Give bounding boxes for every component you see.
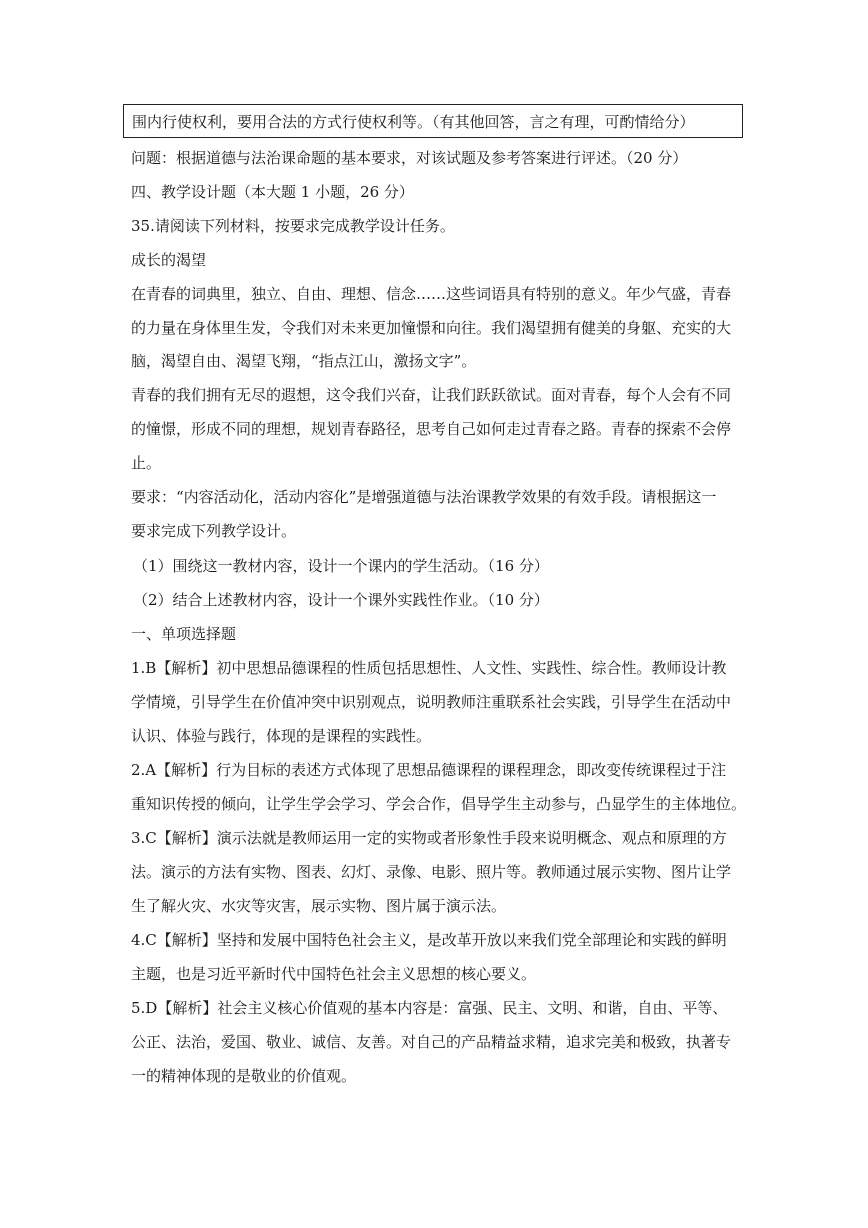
answer-line: 5.D【解析】社会主义核心价值观的基本内容是：富强、民主、文明、和谐，自由、平等、 [131,999,728,1017]
answer-line: 认识、体验与践行，体现的是课程的实践性。 [131,727,432,745]
task-2: （2）结合上述教材内容，设计一个课外实践性作业。（10 分） [133,591,549,609]
answer-line: 重知识传授的倾向，让学生学会学习、学会合作，倡导学生主动参与，凸显学生的主体地位。 [131,795,747,813]
answer-line: 2.A【解析】行为目标的表述方式体现了思想品德课程的课程理念，即改变传统课程过于注 [131,761,727,779]
answer-box-line: 围内行使权利，要用合法的方式行使权利等。（有其他回答，言之有理，可酌情给分） [123,104,743,138]
answer-line: 主题，也是习近平新时代中国特色社会主义思想的核心要义。 [131,965,537,983]
material-line: 止。 [131,454,162,472]
task-1: （1）围绕这一教材内容，设计一个课内的学生活动。（16 分） [133,557,549,575]
answer-line: 3.C【解析】演示法就是教师运用一定的实物或者形象性手段来说明概念、观点和原理的方 [131,829,727,847]
question-line: 问题：根据道德与法治课命题的基本要求，对该试题及参考答案进行评述。（20 分） [131,149,688,167]
section-heading: 四、教学设计题（本大题 1 小题，26 分） [131,183,414,201]
answer-section-heading: 一、单项选择题 [131,625,237,643]
answer-line: 学情境，引导学生在价值冲突中识别观点，说明教师注重联系社会实践，引导学生在活动中 [131,693,732,711]
answer-line: 公正、法治，爱国、敬业、诚信、友善。对自己的产品精益求精，追求完美和极致，执著专 [131,1033,732,1051]
material-line: 青春的我们拥有无尽的遐想，这令我们兴奋，让我们跃跃欲试。面对青春，每个人会有不同 [131,386,732,404]
answer-line: 生了解火灾、水灾等灾害，展示实物、图片属于演示法。 [131,897,507,915]
answer-line: 1.B【解析】初中思想品德课程的性质包括思想性、人文性、实践性、综合性。教师设计教 [131,659,727,677]
material-line: 在青春的词典里，独立、自由、理想、信念……这些词语具有特别的意义。年少气盛，青春 [131,285,732,303]
material-line: 的憧憬，形成不同的理想，规划青春路径，思考自己如何走过青春之路。青春的探索不会停 [131,420,732,438]
answer-line: 4.C【解析】坚持和发展中国特色社会主义，是改革开放以来我们党全部理论和实践的鲜明 [131,931,727,949]
answer-line: 法。演示的方法有实物、图表、幻灯、录像、电影、照片等。教师通过展示实物、图片让学 [131,863,732,881]
question-35: 35.请阅读下列材料，按要求完成教学设计任务。 [131,217,455,235]
answer-line: 一的精神体现的是敬业的价值观。 [131,1067,357,1085]
requirement-line: 要求：“内容活动化，活动内容化”是增强道德与法治课教学效果的有效手段。请根据这一 [131,488,717,506]
material-line: 的力量在身体里生发，令我们对未来更加憧憬和向往。我们渴望拥有健美的身躯、充实的大 [131,319,732,337]
material-line: 脑，渴望自由、渴望飞翔，“指点江山，激扬文字”。 [131,352,477,370]
requirement-line: 要求完成下列教学设计。 [131,522,297,540]
material-title: 成长的渴望 [131,251,207,269]
